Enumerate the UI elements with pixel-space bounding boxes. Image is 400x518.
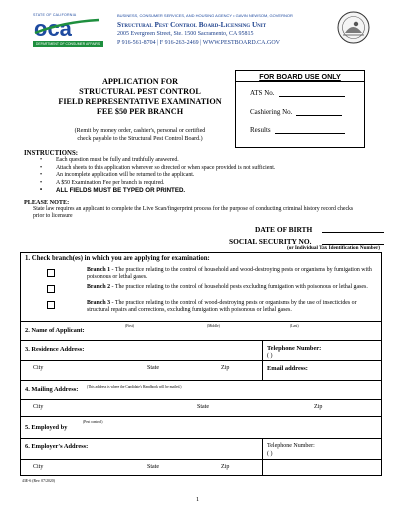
form-title xyxy=(55,77,225,117)
results-line xyxy=(275,133,345,134)
instructions-heading: INSTRUCTIONS: xyxy=(24,150,79,157)
branch-2-checkbox[interactable] xyxy=(47,285,55,293)
first-name-label: (First) xyxy=(125,324,134,328)
residence-city-row[interactable] xyxy=(21,361,381,381)
ssn-label: SOCIAL SECURITY NO. xyxy=(229,237,312,246)
unit-name: Structural Pest Control Board-Licensing Unit xyxy=(117,21,267,29)
q3-label: 3. Residence Address: xyxy=(25,346,85,353)
cashiering-field[interactable] xyxy=(250,108,342,116)
logo-text: oca xyxy=(34,18,72,38)
mailing-city-row[interactable] xyxy=(21,400,381,417)
state-label: State xyxy=(147,464,159,470)
results-label: Results xyxy=(250,126,271,134)
divider xyxy=(262,439,263,475)
q2-label: 2. Name of Applicant: xyxy=(25,327,85,334)
title-line-3: FIELD REPRESENTATIVE EXAMINATION xyxy=(58,97,222,106)
zip-label: Zip xyxy=(314,404,323,410)
cashiering-label: Cashiering No. xyxy=(250,108,293,116)
ats-field[interactable] xyxy=(250,89,345,97)
board-use-heading: FOR BOARD USE ONLY xyxy=(236,71,364,82)
remit-note-line-1: (Remit by money order, cashier's, personal or certified xyxy=(74,128,206,134)
employer-phone-area[interactable]: ( ) xyxy=(267,451,273,457)
residence-phone-label: Telephone Number: xyxy=(267,345,322,352)
employer-note: (Pest control) xyxy=(83,420,103,424)
employer-row[interactable] xyxy=(21,417,381,439)
results-field[interactable] xyxy=(250,126,345,134)
city-label: City xyxy=(33,464,44,470)
remit-note xyxy=(40,127,240,143)
page-number: 1 xyxy=(196,496,200,503)
instruction-item: • Attach sheets to this application wherever so directed or when space provided is not sufficient. xyxy=(40,165,275,173)
branch-3-text xyxy=(87,300,377,315)
cashiering-line xyxy=(296,115,342,116)
state-label: STATE OF CALIFORNIA xyxy=(33,13,77,17)
middle-name-label: (Middle) xyxy=(207,324,220,328)
branch-3-desc: - The practice relating to the control of wood-destroying pests or organisms by the use of insecticides or structural repairs and corrections, excluding fumigation with poisonous or lethal gases. xyxy=(87,300,357,314)
application-form xyxy=(20,252,382,476)
ats-label: ATS No. xyxy=(250,89,275,97)
branch-3-name: Branch 3 xyxy=(87,300,111,306)
q1-label: 1. Check branch(es) in which you are applying for examination: xyxy=(25,255,210,262)
title-line-1: APPLICATION FOR xyxy=(101,77,179,86)
q6-label: 6. Employer's Address: xyxy=(25,443,89,450)
branch-2-name: Branch 2 xyxy=(87,284,111,290)
title-line-2: STRUCTURAL PEST CONTROL xyxy=(79,87,201,96)
branch-1-text xyxy=(87,267,377,282)
q4-label: 4. Mailing Address: xyxy=(25,386,79,393)
state-seal-icon xyxy=(337,11,370,44)
branch-2-desc: - The practice relating to the control of household pests excluding fumigation with poisonous or lethal gases. xyxy=(110,284,368,290)
dob-field[interactable] xyxy=(322,232,384,233)
instructions-list xyxy=(40,157,275,195)
name-row[interactable] xyxy=(21,322,381,341)
agency-line: BUSINESS, CONSUMER SERVICES, AND HOUSING AGENCY • GAVIN NEWSOM, GOVERNOR xyxy=(117,13,293,18)
residence-row[interactable] xyxy=(21,341,381,361)
title-line-4: FEE $50 PER BRANCH xyxy=(96,107,184,116)
state-label: State xyxy=(197,404,209,410)
itin-label: (or Individual Tax Identification Number) xyxy=(287,245,381,251)
employer-phone-label: Telephone Number: xyxy=(267,443,315,449)
dob-label: DATE OF BIRTH xyxy=(255,225,313,234)
city-label: City xyxy=(33,404,44,410)
board-use-box xyxy=(235,70,365,148)
mailing-note: (This address is where the Candidate's Handbook will be mailed.) xyxy=(87,385,182,389)
please-note-text: State law requires an applicant to complete the Live Scan/fingerprint process for the purpose of conducting criminal history record checks prior to licensure xyxy=(33,206,354,220)
instruction-item: • ALL FIELDS MUST BE TYPED OR PRINTED. xyxy=(40,187,275,195)
branch-1-name: Branch 1 xyxy=(87,267,111,273)
zip-label: Zip xyxy=(221,365,230,371)
divider xyxy=(262,341,263,381)
residence-phone-area[interactable]: ( ) xyxy=(267,353,273,359)
employer-address-row[interactable] xyxy=(21,439,381,460)
zip-label: Zip xyxy=(221,464,230,470)
employer-city-row[interactable] xyxy=(21,460,381,475)
mailing-row[interactable] xyxy=(21,381,381,400)
branch-section xyxy=(21,253,381,322)
ats-line xyxy=(279,96,345,97)
branch-2-text xyxy=(87,284,377,291)
branch-1-checkbox[interactable] xyxy=(47,269,55,277)
instruction-item: • A $50 Examination Fee per branch is required. xyxy=(40,180,275,188)
dept-label: DEPARTMENT OF CONSUMER AFFAIRS xyxy=(33,41,103,47)
instruction-item: • An incomplete application will be returned to the applicant. xyxy=(40,172,275,180)
city-label: City xyxy=(33,365,44,371)
remit-note-line-2: check payable to the Structural Pest Control Board.) xyxy=(77,136,203,142)
dca-logo xyxy=(33,13,103,49)
instruction-item: • Each question must be fully and truthfully answered. xyxy=(40,157,275,165)
oca-logo-mark xyxy=(33,18,103,38)
last-name-label: (Last) xyxy=(290,324,299,328)
branch-1-desc: - The practice relating to the control of household and wood-destroying pests or organisms by fumigation with poisonous or lethal gases. xyxy=(87,267,372,281)
board-contact: P 916-561-8704 | F 916-263-2469 | WWW.PESTBOARD.CA.GOV xyxy=(117,40,281,46)
branch-3-checkbox[interactable] xyxy=(47,301,55,309)
board-address: 2005 Evergreen Street, Ste. 1500 Sacramento, CA 95815 xyxy=(117,31,254,37)
email-label: Email address: xyxy=(267,365,308,372)
state-label: State xyxy=(147,365,159,371)
please-note-heading: PLEASE NOTE: xyxy=(24,199,70,206)
q5-label: 5. Employed by xyxy=(25,424,68,431)
form-code: 43E-6 (Rev. 07/2020) xyxy=(22,479,55,483)
